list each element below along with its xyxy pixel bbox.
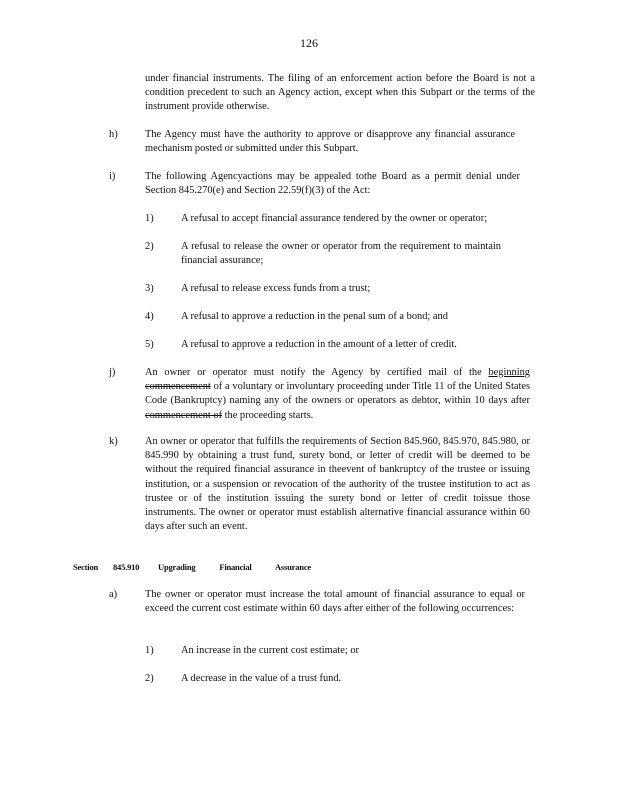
item-k-text: An owner or operator that fulfills the requirements of Section 845.960, 845.970, 845.980, or 845.990 by obtaining a trust fund, surety bond, or letter of credit will be deemed to be without the required financial assurance in theevent of bankruptcy of the trustee or issuing institution, or a suspension or revocation of the authority of the trustee institution to act as trustee or of the institution issuing the surety bond or letter of credit toissue those instruments. The owner or operator must establish alternative financial assurance within 60 days after such an event.	[145, 436, 530, 533]
item-i-sub2-text: A refusal to release the owner or operator from the requirement to maintain financial assurance;	[181, 241, 501, 267]
item-a-sub1-label: 1)	[145, 645, 154, 656]
item-i-sub1-label: 1)	[145, 213, 154, 224]
item-i-label: i)	[109, 171, 116, 182]
item-i-sub3-label: 3)	[145, 283, 154, 294]
item-a-label: a)	[109, 589, 118, 600]
section-title: Upgrading Financial Assurance	[158, 562, 311, 572]
item-j-text-b: of a voluntary or involuntary proceeding under Title 11 of the United States Code (Bankruptcy) naming any of the owners or operators as debtor, within 10 days after	[145, 381, 530, 407]
item-a-sub1-text: An increase in the current cost estimate; or	[181, 645, 360, 656]
item-j-label: j)	[109, 367, 116, 378]
item-k-label: k)	[109, 436, 118, 447]
section-number: 845.910	[113, 562, 140, 572]
item-i-sub4-text: A refusal to approve a reduction in the penal sum of a bond; and	[181, 311, 448, 322]
item-a-sub2-text: A decrease in the value of a trust fund.	[181, 673, 342, 684]
item-j-deleted-commencement: commencement	[145, 381, 211, 393]
item-i-sub2-label: 2)	[145, 241, 154, 252]
item-a-sub2-label: 2)	[145, 673, 154, 684]
page-number: 126	[300, 36, 318, 50]
item-i-sub3-text: A refusal to release excess funds from a trust;	[181, 283, 371, 294]
item-i-sub4-label: 4)	[145, 311, 154, 322]
item-j-inserted-beginning: beginning	[488, 367, 530, 378]
continued-paragraph: under financial instruments. The filing of an enforcement action before the Board is not a condition precedent to such an Agency action, except when this Subpart or the terms of the instrument provide otherwise.	[145, 73, 535, 113]
item-i-sub1-text: A refusal to accept financial assurance tendered by the owner or operator;	[181, 213, 488, 224]
item-h-text: The Agency must have the authority to approve or disapprove any financial assurance mechanism posted or submitted under this Subpart.	[145, 129, 515, 155]
item-i-sub5-text: A refusal to approve a reduction in the amount of a letter of credit.	[181, 339, 457, 350]
item-i-sub5-label: 5)	[145, 339, 154, 350]
item-h-label: h)	[109, 129, 118, 140]
item-j-text-c: the proceeding starts.	[222, 409, 314, 421]
item-i-text: The following Agencyactions may be appealed tothe Board as a permit denial under Section 845.270(e) and Section 22.59(f)(3) of the Act:	[145, 171, 520, 197]
item-j-deleted-commencement-of: commencement of	[145, 409, 223, 421]
item-j-text-a: An owner or operator must notify the Agency by certified mail of the	[145, 367, 489, 378]
section-label: Section	[73, 562, 99, 572]
item-a-text: The owner or operator must increase the total amount of financial assurance to equal or exceed the current cost estimate within 60 days after either of the following occurrences:	[145, 589, 525, 615]
item-j-text	[145, 366, 530, 423]
